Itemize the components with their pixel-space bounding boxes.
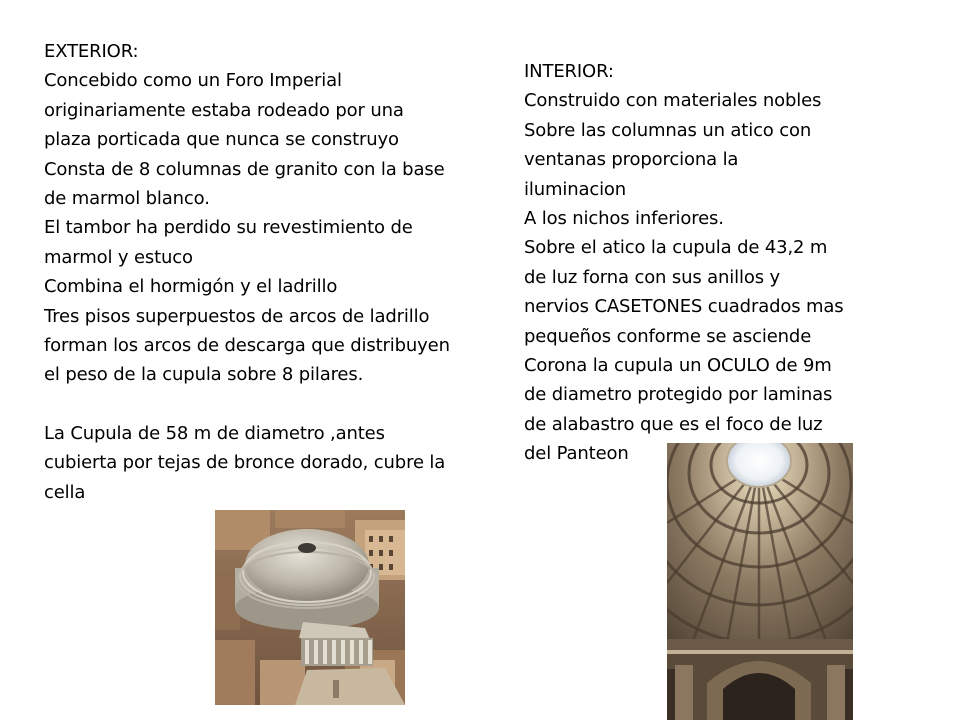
exterior-line: forman los arcos de descarga que distribuyen — [44, 334, 450, 356]
interior-heading: INTERIOR: — [524, 61, 614, 82]
interior-line: ventanas proporciona la — [524, 149, 739, 171]
interior-line: del Panteon — [524, 443, 629, 465]
exterior-line: Concebido como un Foro Imperial — [44, 70, 342, 92]
interior-line: Sobre las columnas un atico con — [524, 119, 812, 141]
exterior-heading: EXTERIOR: — [44, 41, 139, 62]
exterior-line: originariamente estaba rodeado por una — [44, 99, 404, 121]
exterior-line: La Cupula de 58 m de diametro ,antes — [44, 423, 385, 445]
exterior-line: El tambor ha perdido su revestimiento de — [44, 217, 413, 239]
interior-line: de alabastro que es el foco de luz — [524, 413, 823, 435]
interior-line: A los nichos inferiores. — [524, 207, 724, 229]
exterior-line: de marmol blanco. — [44, 187, 210, 209]
interior-text — [524, 57, 844, 468]
pantheon-exterior-photo — [215, 510, 405, 705]
exterior-blank-line — [44, 390, 450, 419]
exterior-line: Combina el hormigón y el ladrillo — [44, 276, 338, 298]
exterior-line: el peso de la cupula sobre 8 pilares. — [44, 364, 364, 386]
exterior-line: cella — [44, 481, 86, 503]
interior-line: nervios CASETONES cuadrados mas — [524, 296, 844, 318]
exterior-text — [44, 37, 450, 507]
exterior-line: plaza porticada que nunca se construyo — [44, 129, 399, 151]
interior-line: iluminacion — [524, 178, 627, 200]
exterior-line: marmol y estuco — [44, 246, 193, 268]
pantheon-interior-photo — [667, 443, 853, 720]
pantheon-exterior-illustration — [215, 510, 405, 705]
pantheon-interior-illustration — [667, 443, 853, 720]
interior-line: de diametro protegido por laminas — [524, 384, 833, 406]
interior-line: Corona la cupula un OCULO de 9m — [524, 354, 832, 376]
exterior-line: Tres pisos superpuestos de arcos de ladrillo — [44, 305, 430, 327]
exterior-line: Consta de 8 columnas de granito con la base — [44, 158, 445, 180]
interior-line: Sobre el atico la cupula de 43,2 m — [524, 237, 828, 259]
interior-line: Construido con materiales nobles — [524, 90, 822, 112]
interior-line: pequeños conforme se asciende — [524, 325, 812, 347]
exterior-line: cubierta por tejas de bronce dorado, cubre la — [44, 452, 446, 474]
interior-line: de luz forna con sus anillos y — [524, 266, 781, 288]
